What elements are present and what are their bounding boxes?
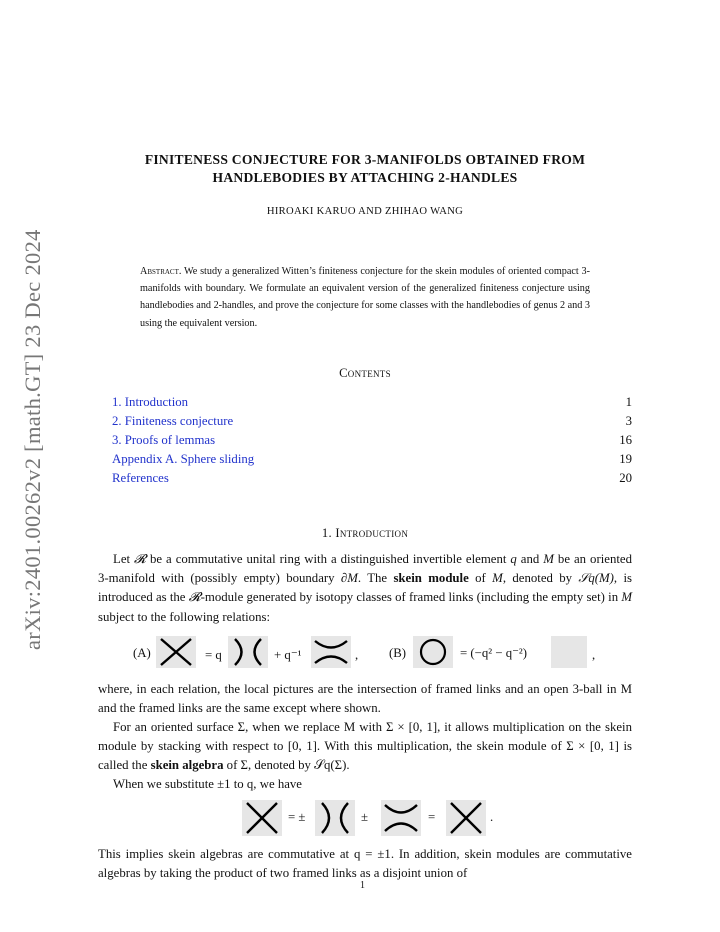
toc-page: 3 <box>625 414 632 428</box>
toc-row <box>112 450 632 469</box>
toc-page: 16 <box>619 433 632 447</box>
text: be a commutative unital ring with a distinguished invertible element <box>146 552 511 566</box>
horizontal-smoothing-icon <box>381 800 421 836</box>
abstract-label: Abstract. <box>140 266 182 277</box>
horizontal-smoothing-icon <box>311 636 351 668</box>
paragraph-skein-algebra-definition <box>98 718 632 776</box>
crossing-diagram <box>242 800 282 836</box>
toc-row <box>112 393 632 412</box>
paragraph-relation-explanation: where, in each relation, the local pictures are the intersection of framed links and an open 3-ball in M and the framed links are the same except where shown. <box>98 682 632 716</box>
table-of-contents <box>112 393 632 488</box>
relation-a-eq-q: = q <box>205 648 222 662</box>
relation-b-label: (B) <box>389 646 407 660</box>
relation-a-plus-qinv: + q⁻¹ <box>274 648 302 662</box>
math-M: M <box>543 552 554 566</box>
text: Let <box>113 552 135 566</box>
vertical-smoothing-diagram <box>228 636 268 668</box>
vertical-smoothing-icon <box>315 800 355 836</box>
toc-row <box>112 431 632 450</box>
crossing-icon <box>446 800 486 836</box>
text: , is introduced as the <box>98 571 633 605</box>
toc-row <box>112 412 632 431</box>
vertical-smoothing-icon <box>228 636 268 668</box>
circle-icon <box>413 636 453 668</box>
text: . The <box>357 571 394 586</box>
relation-a-comma: , <box>355 648 359 662</box>
text: For an oriented surface Σ, when we replace M with Σ × [0, 1], it allows multiplication on the skein module by stacking with respect to [0, 1]. With this multiplication, the skein module of Σ × [0, 1] is called the <box>98 720 632 773</box>
page-number: 1 <box>360 880 365 891</box>
crossing-icon <box>156 636 196 668</box>
horizontal-smoothing-diagram <box>311 636 351 668</box>
paper-title <box>100 151 630 187</box>
paragraph-skein-module-definition <box>98 550 632 627</box>
math-R: 𝓡 <box>134 552 146 566</box>
relation-b-rhs: = (−q² − q⁻²) <box>460 646 527 660</box>
toc-link-references[interactable]: References <box>112 471 169 485</box>
horizontal-smoothing-diagram <box>381 800 421 836</box>
toc-link-introduction[interactable]: 1. Introduction <box>112 395 189 409</box>
math-q: q <box>510 552 517 566</box>
contents-title: Contents <box>339 366 391 380</box>
text: be an oriented 3-manifold with (possibly empty) boundary <box>98 552 632 586</box>
eq-period: . <box>490 810 494 824</box>
eq-pm: ± <box>361 810 369 824</box>
term-skein-algebra: skein algebra <box>150 758 224 773</box>
math-R: 𝓡 <box>188 590 201 605</box>
authors: HIROAKI KARUO AND ZHIHAO WANG <box>266 206 464 217</box>
text: -module generated by isotopy classes of framed links (including the empty set) in <box>200 590 622 605</box>
toc-link-finiteness-conjecture[interactable]: 2. Finiteness conjecture <box>112 414 234 428</box>
title-line-2: HANDLEBODIES BY ATTACHING 2-HANDLES <box>212 170 518 185</box>
abstract-text: We study a generalized Witten’s finiteness conjecture for the skein modules of oriented compact 3-manifolds with boundary. We formulate an equivalent version of the generalized finiteness conjecture using handlebodies and 2-handles, and prove the conjecture for some classes with the handlebodies of genus 2 and 3 using the equivalent version. <box>140 266 590 329</box>
title-line-1: FINITENESS CONJECTURE FOR 3-MANIFOLDS OBTAINED FROM <box>144 152 586 167</box>
eq-equals: = <box>428 810 436 824</box>
crossing-diagram <box>156 636 196 668</box>
toc-page: 20 <box>619 471 632 485</box>
crossing-diagram <box>446 800 486 836</box>
text: subject to the following relations: <box>98 609 271 624</box>
toc-page: 1 <box>625 395 632 409</box>
text: of <box>468 571 493 586</box>
math-M: M <box>492 571 503 586</box>
section-heading-introduction <box>100 526 630 541</box>
toc-page: 19 <box>619 452 632 466</box>
abstract <box>140 263 590 332</box>
paragraph-commutativity: This implies skein algebras are commutative at q = ±1. In addition, skein modules are commutative algebras by taking the product of two framed links as a disjoint union of <box>98 847 632 881</box>
math-boundary-M: ∂M <box>340 571 358 586</box>
math-skein-module: 𝒮q(M) <box>578 571 614 586</box>
relation-b-comma: , <box>592 648 596 662</box>
paragraph-substitution: When we substitute ±1 to q, we have <box>113 777 302 791</box>
math-M: M <box>621 590 632 605</box>
toc-row <box>112 469 632 488</box>
arxiv-identifier: arXiv:2401.00262v2 [math.GT] 23 Dec 2024 <box>20 229 45 650</box>
text: of Σ, denoted by 𝒮q(Σ). <box>223 758 350 773</box>
text: , denoted by <box>502 571 579 586</box>
term-skein-module: skein module <box>393 571 469 586</box>
vertical-smoothing-diagram <box>315 800 355 836</box>
section-heading-text: 1. Introduction <box>321 526 409 540</box>
crossing-icon <box>242 800 282 836</box>
empty-diagram <box>551 636 587 668</box>
text: and <box>516 552 544 566</box>
toc-link-appendix-a[interactable]: Appendix A. Sphere sliding <box>112 452 255 466</box>
toc-link-proofs-of-lemmas[interactable]: 3. Proofs of lemmas <box>112 433 216 447</box>
eq-equals-pm: = ± <box>288 810 306 824</box>
trivial-loop-diagram <box>413 636 453 668</box>
relation-a-label: (A) <box>133 646 151 660</box>
